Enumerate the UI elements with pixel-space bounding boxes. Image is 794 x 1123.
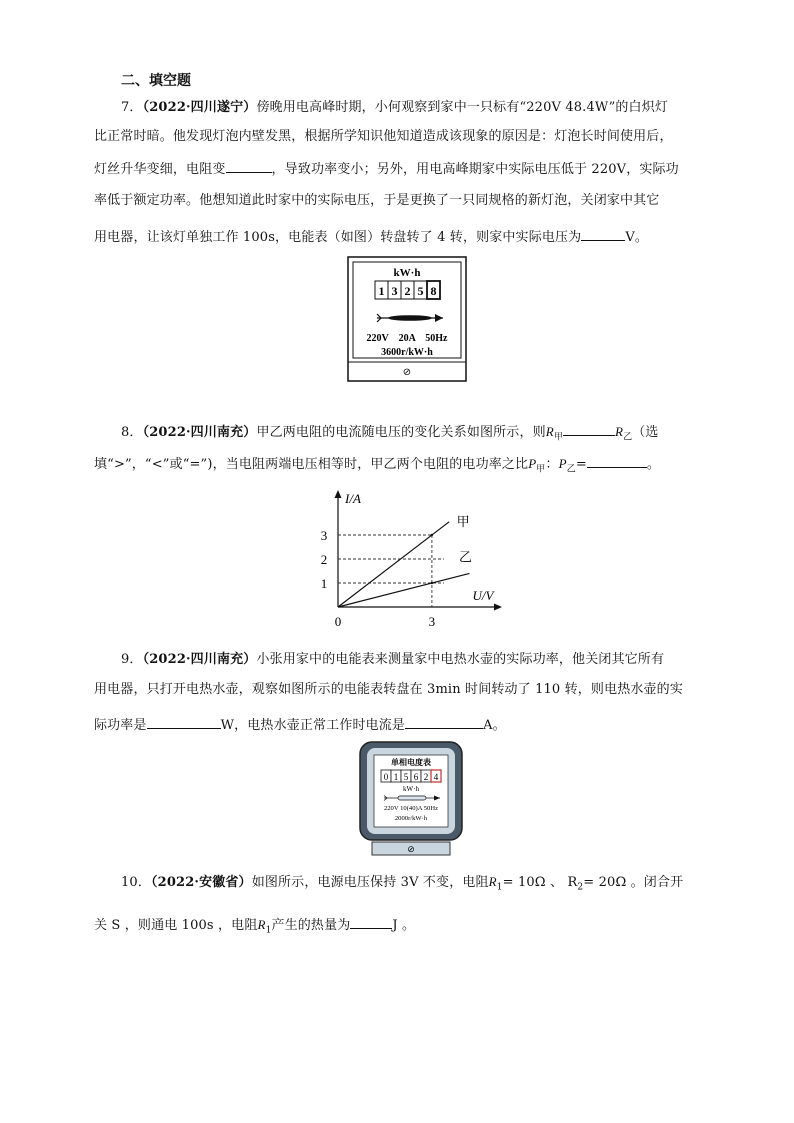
q10-r1-sub: 1 [496, 882, 503, 893]
y-axis-arrow-icon [335, 490, 342, 498]
q7-blank-voltage[interactable] [581, 228, 625, 241]
q8-sub-jia: 甲 [553, 432, 563, 443]
q8-number: 8． [121, 425, 143, 440]
meter2-digit-3: 5 [403, 772, 409, 782]
y-tick-label: 1 [320, 576, 328, 591]
q7-text1: 傍晚用电高峰时期，小何观察到家中一只标有“220V 48.4W”的白炽灯 [256, 100, 669, 115]
meter2-title: 单相电度表 [391, 758, 431, 767]
q8-text2a: 填“>”，“<”或“=”)，当电阻两端电压相等时，甲乙两个电阻的电功率之比 [94, 457, 529, 472]
q8-sub-yi: 乙 [623, 432, 633, 443]
q10-text2c: J 。 [392, 918, 416, 933]
q8-text1a: 甲乙两电阻的电流随电压的变化关系如图所示，则 [256, 425, 546, 440]
meter2-knob-icon: ⊘ [407, 844, 415, 854]
series-label-jia: 甲 [456, 514, 470, 530]
meter-digit-3: 2 [404, 284, 411, 298]
series-line-yi [338, 573, 469, 607]
q8-text1b: （选 [632, 425, 659, 440]
meter2-digit-2: 1 [393, 772, 399, 782]
meter2-rate: 2000r/kW·h [394, 815, 428, 822]
q7-number: 7． [121, 100, 143, 115]
q10-r2-sub: 2 [577, 882, 584, 893]
x-tick-label: 3 [428, 614, 436, 629]
q8-p-sub-jia: 甲 [536, 464, 546, 475]
meter2-digit-1: 0 [383, 772, 389, 782]
q9-line3 [94, 716, 506, 733]
meter-rate: 3600r/kW·h [381, 347, 433, 358]
q10-line1 [121, 875, 683, 895]
meter2-digit-boxes [381, 770, 441, 782]
q7-line4: 率低于额定功率。他想知道此时家中的实际电压，于是更换了一只同规格的新灯泡，关闭家中其它 [94, 193, 660, 208]
q7-text3a: 灯丝升华变细，电阻变 [94, 162, 226, 177]
q9-line2: 用电器，只打开电热水壶，观察如图所示的电能表转盘在 3min 时间转动了 110 转，则电热水壶的实 [94, 682, 683, 697]
meter-spec: 220V 20A 50Hz [366, 333, 448, 344]
meter2-digit-6: 4 [433, 772, 439, 782]
meter2-digit-5: 2 [423, 772, 429, 782]
q9-blank-power[interactable] [147, 716, 221, 729]
y-axis-label: I/A [345, 491, 361, 506]
q8-blank-compare[interactable] [563, 423, 615, 436]
section-heading: 二、填空题 [121, 73, 191, 89]
q8-line2 [94, 455, 660, 477]
series-label-yi: 乙 [458, 550, 472, 566]
q10-r1-letter-2: R [257, 917, 266, 932]
q9-text3b: W，电热水壶正常工作时电流是 [220, 718, 406, 733]
meter-digit-boxes [375, 281, 440, 299]
q7-line5 [94, 228, 648, 245]
q10-text2b: 产生的热量为 [271, 918, 351, 933]
meter-unit-label: kW·h [393, 267, 421, 279]
q8-end: 。 [646, 457, 661, 472]
q8-p-jia: P [528, 456, 537, 471]
data-point-jia [431, 534, 433, 536]
q8-line1 [121, 423, 659, 445]
q7-blank-resistance[interactable] [226, 160, 272, 173]
q7-text3b: ，导致功率变小；另外，用电高峰期家中实际电压低于 220V，实际功 [271, 162, 679, 177]
q10-r1-letter: R [488, 874, 497, 889]
q9-energy-meter [358, 740, 464, 858]
q8-eq: = [575, 457, 587, 472]
q7-line1 [121, 101, 668, 115]
q8-iu-graph [305, 487, 505, 632]
q8-p-sub-yi: 乙 [566, 464, 576, 475]
q10-line2 [94, 916, 415, 938]
y-tick-label: 3 [320, 528, 328, 543]
q10-r1-eq: = 10Ω 、 R [502, 875, 578, 890]
q8-r-jia: R [545, 424, 554, 439]
q9-text3c: A。 [483, 718, 506, 733]
q10-text2a: 关 S ，则通电 100s ，电阻 [94, 918, 258, 933]
q8-blank-ratio[interactable] [587, 455, 647, 468]
q7-line2: 比正常时暗。他发现灯泡内壁发黑，根据所学知识他知道造成该现象的原因是：灯泡长时间使用后， [94, 129, 673, 144]
q8-source: （2022·四川南充） [142, 425, 257, 440]
q9-blank-current[interactable] [405, 716, 483, 729]
q10-r1-sub-2: 1 [265, 925, 272, 936]
q7-text5a: 用电器，让该灯单独工作 100s，电能表（如图）转盘转了 4 转，则家中实际电压为 [94, 230, 582, 245]
meter-knob-icon: ⊘ [402, 367, 412, 378]
meter-digit-1: 1 [378, 284, 385, 298]
meter2-spec: 220V 10(40)A 50Hz [383, 805, 439, 812]
meter-digit-4: 5 [417, 284, 424, 298]
meter-digit-2: 3 [391, 284, 398, 298]
q7-line3 [94, 160, 679, 177]
q9-text3a: 际功率是 [94, 718, 147, 733]
x-axis-arrow-icon [494, 604, 502, 611]
x-axis-label: U/V [472, 588, 494, 603]
q8-r-yi: R [615, 424, 624, 439]
q7-source: （2022·四川遂宁） [142, 100, 257, 115]
q10-text1a: 如图所示，电源电压保持 3V 不变，电阻 [251, 875, 489, 890]
q8-p-yi: P [558, 456, 567, 471]
q7-text5b: V。 [625, 230, 649, 245]
y-tick-label: 2 [320, 552, 328, 567]
q7-energy-meter [347, 256, 467, 382]
q8-colon: ： [545, 457, 559, 472]
q10-r2-eq: = 20Ω 。闭合开 [583, 875, 684, 890]
q9-number: 9． [121, 652, 143, 667]
data-point-yi [431, 582, 433, 584]
q9-text1: 小张用家中的电能表来测量家中电热水壶的实际功率，他关闭其它所有 [256, 652, 665, 667]
q10-blank-heat[interactable] [350, 916, 392, 929]
q9-source: （2022·四川南充） [142, 652, 257, 667]
meter2-digit-4: 6 [413, 772, 419, 782]
x-tick-label: 0 [334, 614, 342, 629]
meter2-unit: kW·h [403, 785, 419, 793]
q10-number: 10． [121, 875, 151, 890]
q10-source: （2022·安徽省） [151, 875, 252, 890]
q9-line1 [121, 653, 664, 667]
meter-digit-5: 8 [430, 284, 437, 298]
